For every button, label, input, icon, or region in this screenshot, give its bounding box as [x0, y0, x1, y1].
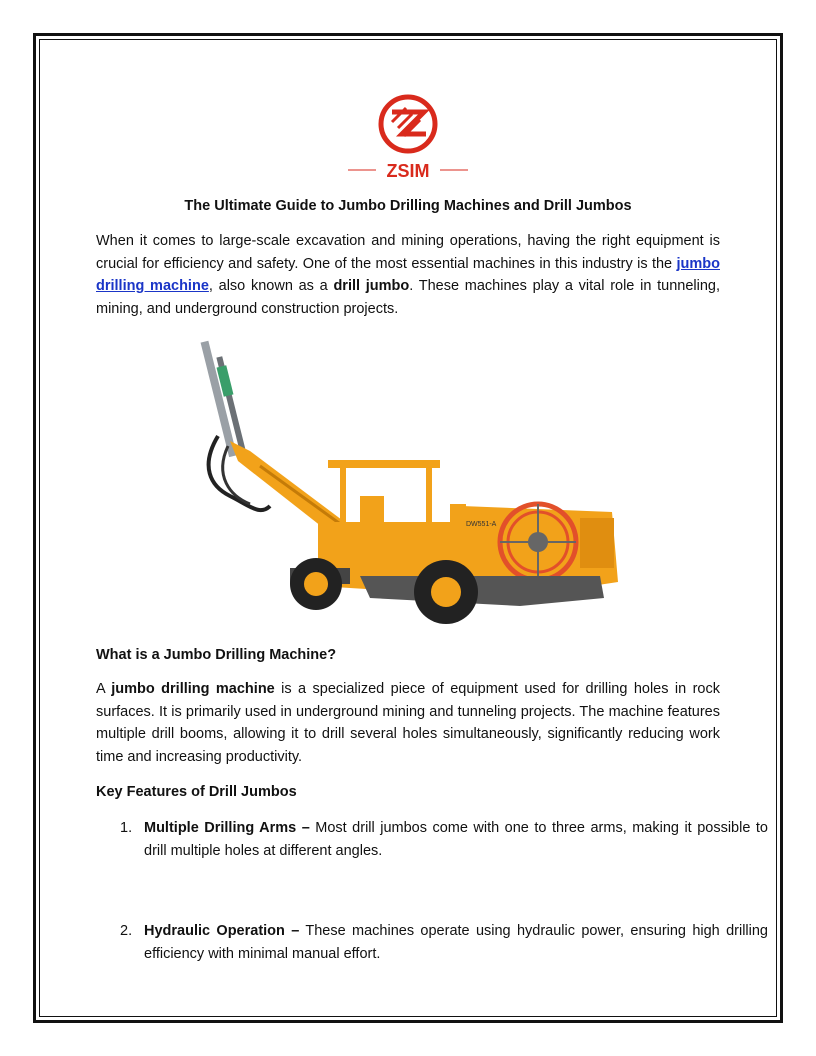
intro-text-3: . These machines play a vital role in tunneling, mining, and underground construction projects.	[96, 278, 720, 317]
section1-text-2: is a specialized piece of equipment used for drilling holes in rock surfaces. It is primarily used in underground mining and tunneling projects. The machine features multiple drill booms, allowing it to drill several holes simultaneously, significantly reducing work time and increasing productivity.	[96, 681, 720, 765]
logo-text: ZSIM	[386, 161, 430, 181]
list-item	[96, 920, 768, 965]
section1-paragraph	[96, 678, 720, 768]
list-item-number: 2.	[120, 923, 133, 940]
list-item-title: Hydraulic Operation –	[144, 923, 300, 940]
jumbo-drilling-machine-link[interactable]: jumbo drilling machine	[96, 255, 720, 295]
list-item-text: Most drill jumbos come with one to three arms, making it possible to drill multiple holes at different angles.	[144, 820, 768, 859]
section-heading-key-features: Key Features of Drill Jumbos	[96, 784, 297, 800]
intro-bold-drill-jumbo: drill jumbo	[333, 278, 410, 295]
section1-bold-term: jumbo drilling machine	[111, 681, 275, 697]
list-item-text: These machines operate using hydraulic power, ensuring high drilling efficiency with minimal manual effort.	[144, 923, 768, 962]
drill-jumbo-image	[200, 336, 624, 628]
list-item-number: 1.	[120, 820, 133, 836]
intro-text-2: , also known as a	[208, 278, 334, 295]
zsim-logo	[346, 94, 470, 186]
section-heading-what-is: What is a Jumbo Drilling Machine?	[96, 647, 337, 663]
section1-text-1: A	[96, 681, 112, 697]
machine-model-label: DW551-A	[466, 521, 497, 528]
intro-paragraph	[96, 230, 720, 320]
list-item	[96, 817, 768, 862]
intro-text-1: When it comes to large-scale excavation and mining operations, having the right equipment is crucial for efficiency and safety. One of the most essential machines in this industry is the	[96, 233, 720, 272]
list-item-title: Multiple Drilling Arms –	[144, 820, 310, 836]
page-title: The Ultimate Guide to Jumbo Drilling Machines and Drill Jumbos	[184, 198, 632, 214]
